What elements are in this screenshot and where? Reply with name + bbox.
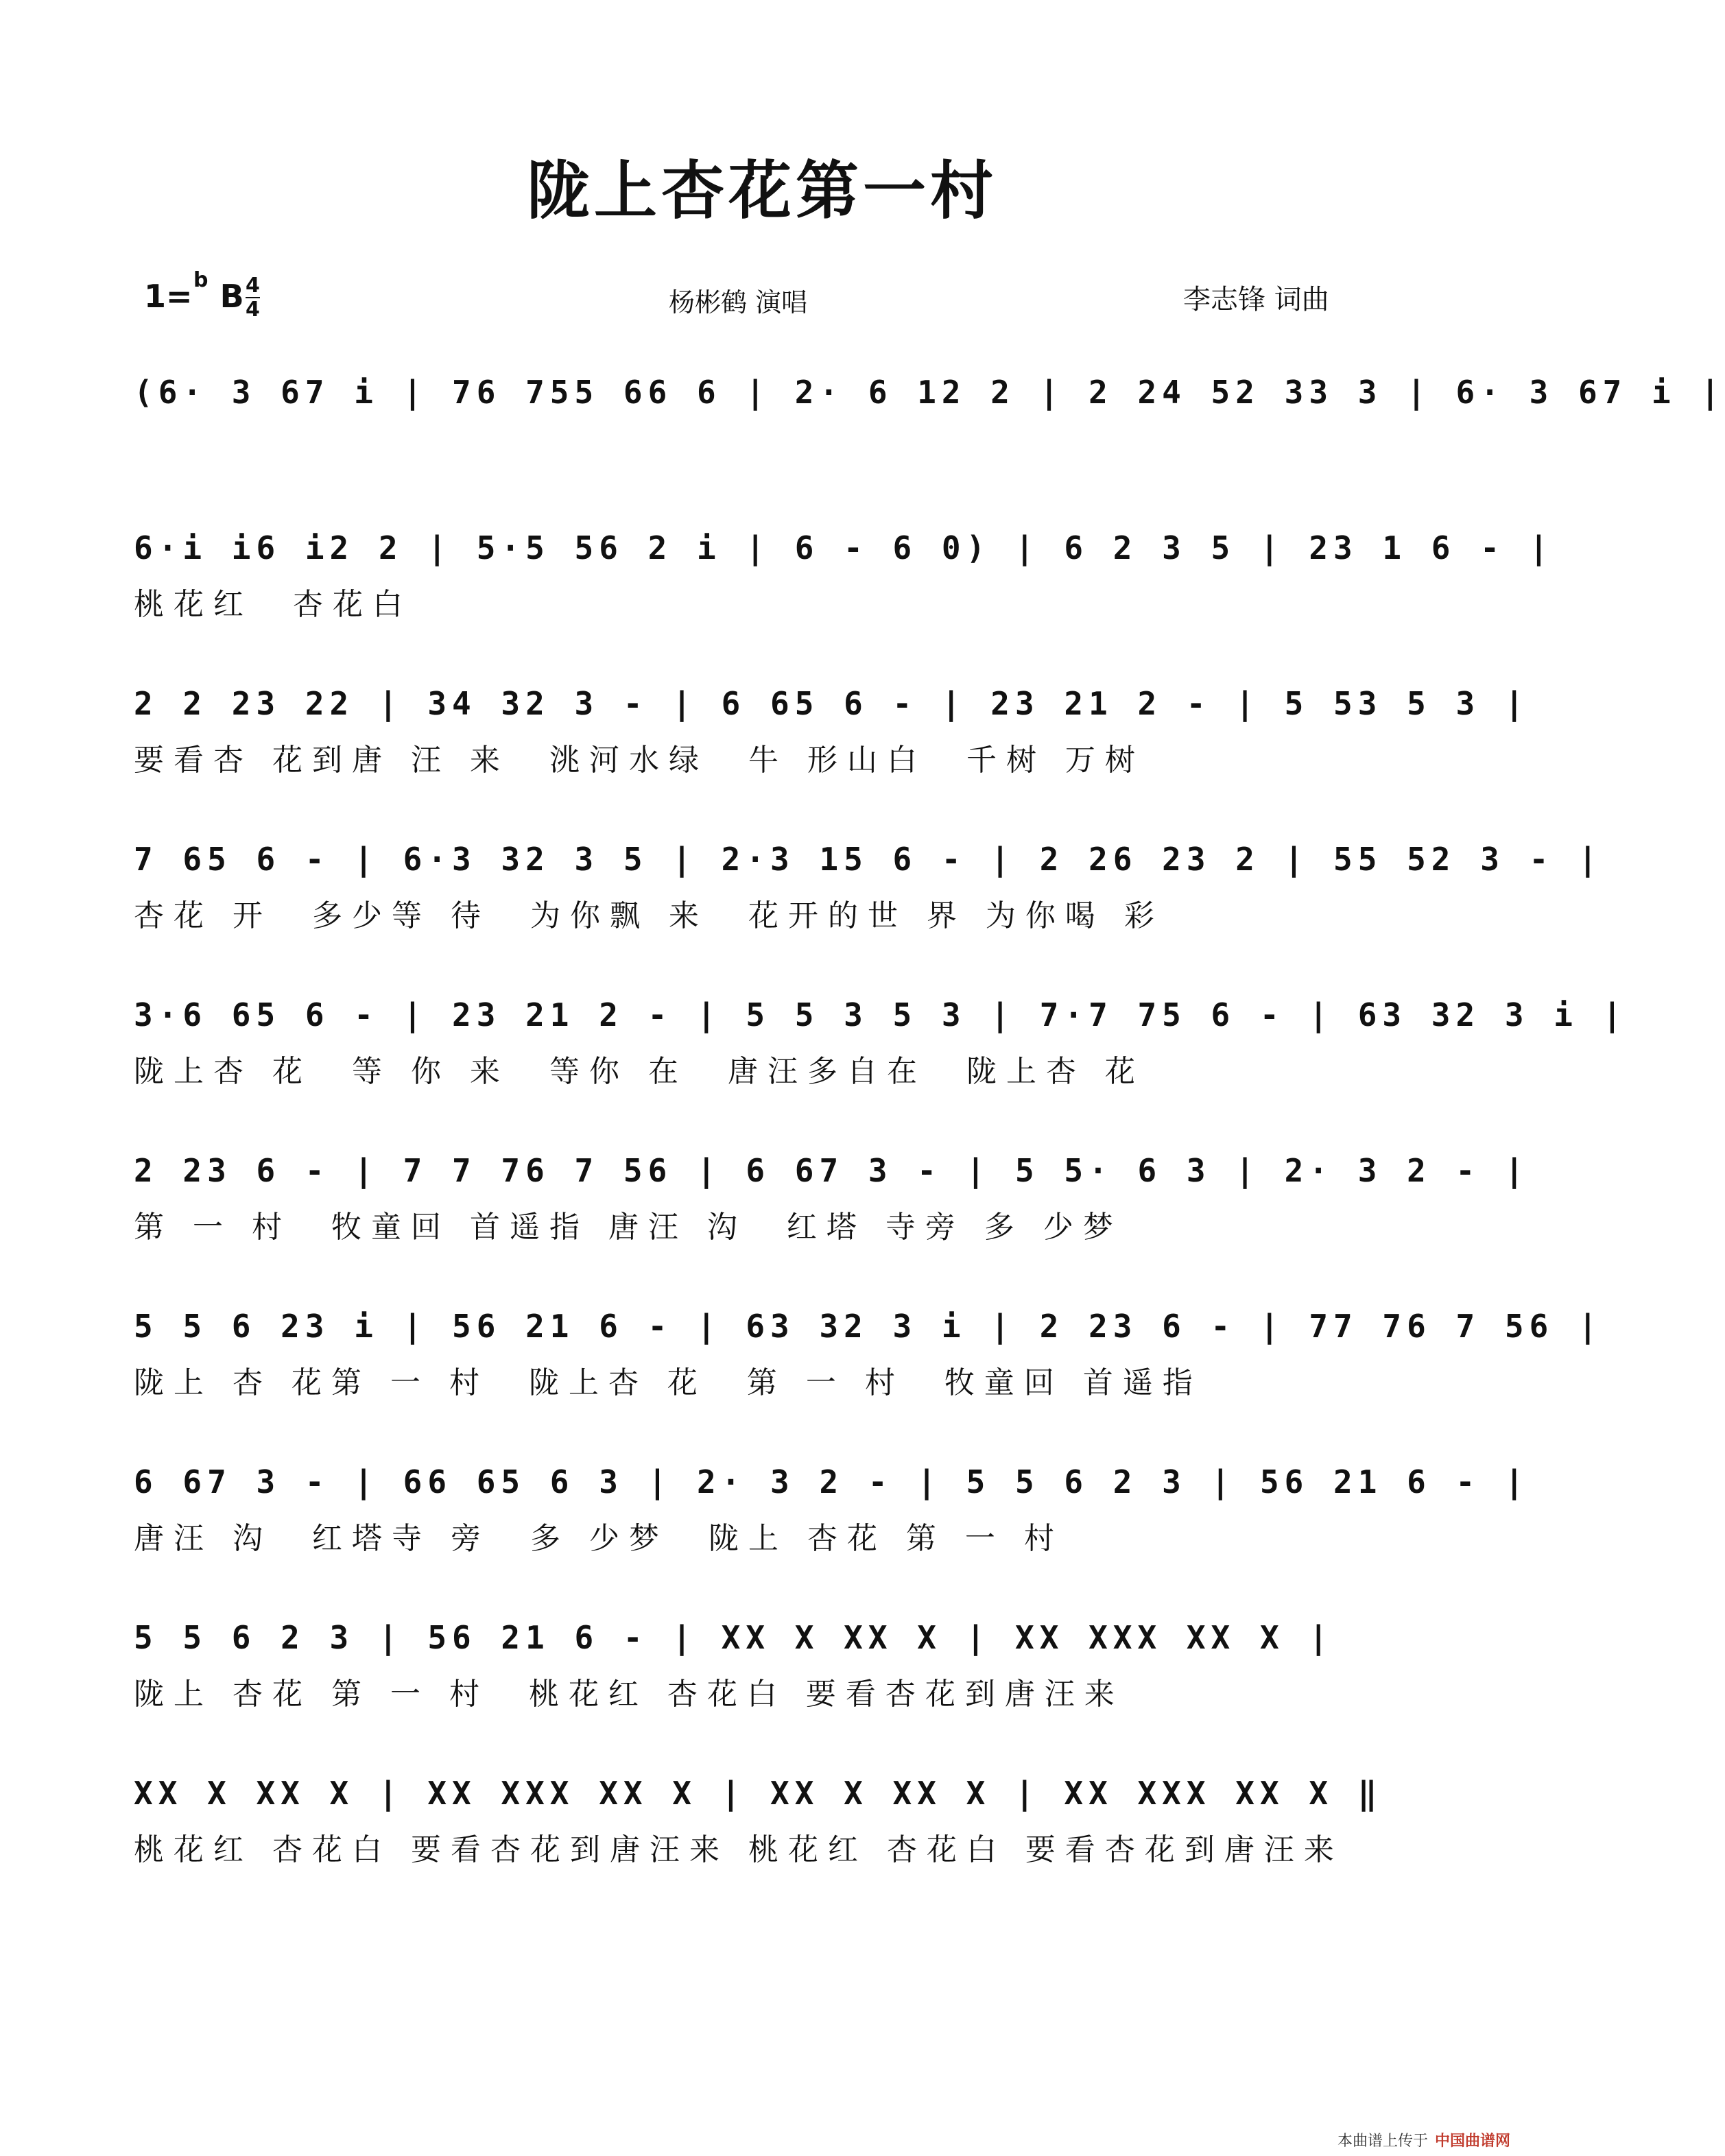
- notes-row: [134, 996, 1628, 1051]
- notes-row: [134, 1619, 1389, 1674]
- flat-sign: b: [193, 268, 209, 292]
- lyrics-line: 陇上杏 花 等 你 来 等你 在 唐汪多自在 陇上杏 花: [134, 1054, 1145, 1089]
- site-logo: 中国曲谱网: [1434, 2133, 1510, 2150]
- notes-row: [134, 374, 1725, 429]
- notes-row: [134, 1152, 1530, 1207]
- notes-row: [134, 1775, 1389, 1830]
- footer-watermark: [1337, 2129, 1510, 2151]
- jianpu-notes: 6 67 3 - | 66 65 6 3 | 2· 3 2 - | 5 5 6 2 3 | 56 21 6 - |: [134, 1463, 1530, 1500]
- jianpu-notes: 5 5 6 23 i | 56 21 6 - | 63 32 3 i | 2 23 6 - | 77 76 7 56 |: [134, 1308, 1603, 1345]
- singer-credit: 杨彬鹤 演唱: [669, 287, 808, 318]
- notes-row: [134, 685, 1530, 740]
- meter-top: 4: [246, 274, 260, 298]
- notes-row: [134, 1308, 1603, 1363]
- jianpu-notes: 2 2 23 22 | 34 32 3 - | 6 65 6 - | 23 21 2 - | 5 53 5 3 |: [134, 685, 1530, 722]
- jianpu-notes: XX X XX X | XX XXX XX X | XX X XX X | XX XXX XX X ‖: [134, 1775, 1383, 1812]
- jianpu-notes: 7 65 6 - | 6·3 32 3 5 | 2·3 15 6 - | 2 26 23 2 | 55 52 3 - |: [134, 841, 1603, 878]
- lyrics-line: 桃花红 杏花白 要看杏花到唐汪来 桃花红 杏花白 要看杏花到唐汪来: [134, 1832, 1344, 1867]
- lyrics-line: 杏花 开 多少等 待 为你飘 来 花开的世 界 为你喝 彩: [134, 898, 1164, 933]
- jianpu-notes: 3·6 65 6 - | 23 21 2 - | 5 5 3 5 3 | 7·7 75 6 - | 63 32 3 i |: [134, 996, 1628, 1033]
- lyrics-line: 陇上 杏 花第 一 村 陇上杏 花 第 一 村 牧童回 首遥指: [134, 1365, 1202, 1400]
- time-signature: [246, 275, 260, 320]
- key-signature: [144, 268, 260, 322]
- score-title: 陇上杏花第一村: [526, 154, 997, 228]
- lyrics-line: 要看杏 花到唐 汪 来 洮河水绿 牛 形山白 千树 万树: [134, 743, 1145, 778]
- jianpu-notes: 5 5 6 2 3 | 56 21 6 - | XX X XX X | XX XXX XX X |: [134, 1619, 1334, 1656]
- meter-bottom: 4: [246, 298, 260, 322]
- jianpu-notes: 6·i i6 i2 2 | 5·5 56 2 i | 6 - 6 0) | 6 2 3 5 | 23 1 6 - |: [134, 529, 1554, 566]
- key-letter: B: [219, 278, 244, 315]
- notes-row: [134, 841, 1603, 896]
- notes-row: [134, 529, 1554, 584]
- key-prefix: 1=: [144, 278, 193, 315]
- lyrics-line: 桃花红 杏花白: [134, 587, 412, 622]
- notes-row: [134, 1463, 1530, 1518]
- footer-text: 本曲谱上传于: [1337, 2133, 1428, 2150]
- composer-credit: 李志锋 词曲: [1183, 284, 1329, 315]
- lyrics-line: 第 一 村 牧童回 首遥指 唐汪 沟 红塔 寺旁 多 少梦: [134, 1210, 1123, 1245]
- lyrics-line: 陇上 杏花 第 一 村 桃花红 杏花白 要看杏花到唐汪来: [134, 1677, 1124, 1712]
- jianpu-notes: (6· 3 67 i | 76 755 66 6 | 2· 6 12 2 | 2 24 52 33 3 | 6· 3 67 i |: [134, 374, 1725, 411]
- lyrics-line: 唐汪 沟 红塔寺 旁 多 少梦 陇上 杏花 第 一 村: [134, 1521, 1064, 1556]
- jianpu-notes: 2 23 6 - | 7 7 76 7 56 | 6 67 3 - | 5 5· 6 3 | 2· 3 2 - |: [134, 1152, 1530, 1189]
